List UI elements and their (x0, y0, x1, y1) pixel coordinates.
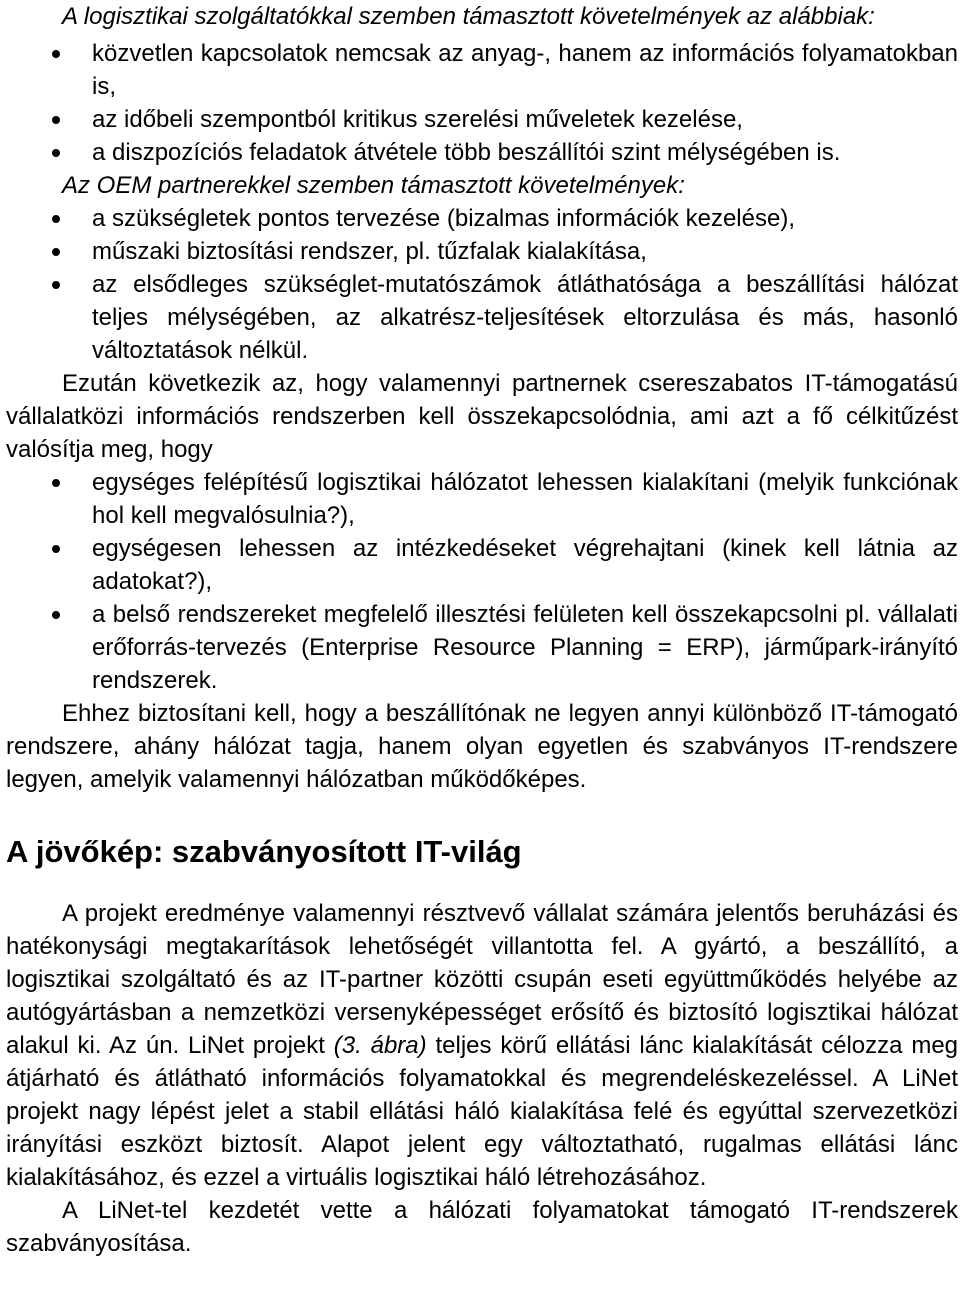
list-item: a szükségletek pontos tervezése (bizalmas információk kezelése), (6, 202, 958, 235)
block3-intro: Ezután következik az, hogy valamennyi partnernek csereszabatos IT-támogatású vállalatközi információs rendszerben kell összekapcsolódnia, ami azt a fő célkitűzést valósítja meg, hogy (6, 370, 958, 463)
paragraph-ehhez: Ehhez biztosítani kell, hogy a beszállítónak ne legyen annyi különböző IT-támogató rendszere, ahány hálózat tagja, hanem olyan egyetlen és szabványos IT-rendszere legyen, amelyik valamennyi hálózatban működőképes. (6, 700, 958, 793)
bullet-icon (52, 281, 60, 289)
bullet-icon (52, 215, 60, 223)
paragraph-linet: A LiNet-tel kezdetét vette a hálózati folyamatokat támogató IT-rendszerek szabványosítása. (6, 1197, 958, 1257)
list-item: a diszpozíciós feladatok átvétele több beszállítói szint mélységében is. (6, 136, 958, 169)
bullet-icon (52, 479, 60, 487)
list-item: egységesen lehessen az intézkedéseket végrehajtani (kinek kell látnia az adatokat?), (6, 532, 958, 598)
paragraph-projekt: A projekt eredménye valamennyi résztvevő vállalat számára jelentős beruházási és hatékonysági megtakarítások lehetőségét villantotta fel. A gyártó, a beszállító, a logisztikai szolgáltató és az IT-partner közötti csupán eseti együttműködés helyébe az autógyártásban a nemzetközi versenyképességet erősítő és biztosító logisztikai hálózat alakul ki. Az ún. LiNet projekt (3. ábra) teljes körű ellátási lánc kialakítását célozza meg átjárható és átlátható információs folyamatokkal és megrendeléskezeléssel. A LiNet projekt nagy lépést jelet a stabil ellátási háló kialakítása felé és egyúttal szervezetközi irányítási eszközt biztosít. Alapot jelent egy változtatható, rugalmas ellátási lánc kialakításához, és ezzel a virtuális logisztikai háló létrehozásához. (6, 900, 959, 1191)
bullet-icon (52, 149, 60, 157)
list-item: az elsődleges szükséglet-mutatószámok átláthatósága a beszállítási hálózat teljes mélységében, az alkatrész-teljesítések eltorzulása és más, hasonló változtatások nélkül. (6, 268, 958, 367)
block1-list (6, 37, 958, 169)
block2-list (6, 202, 958, 367)
bullet-icon (52, 50, 60, 58)
list-item: a belső rendszereket megfelelő illesztési felületen kell összekapcsolni pl. vállalati erőforrás-tervezés (Enterprise Resource Planning = ERP), járműpark-irányító rendszerek. (6, 598, 958, 697)
list-item: egységes felépítésű logisztikai hálózatot lehessen kialakítani (melyik funkciónak hol kell megvalósulnia?), (6, 466, 958, 532)
block1-intro: A logisztikai szolgáltatókkal szemben támasztott követelmények az alábbiak: (62, 3, 875, 30)
list-item: műszaki biztosítási rendszer, pl. tűzfalak kialakítása, (6, 235, 958, 268)
figure-reference: (3. ábra) (333, 1032, 427, 1059)
list-item: közvetlen kapcsolatok nemcsak az anyag-, hanem az információs folyamatokban is, (6, 37, 958, 103)
bullet-icon (52, 248, 60, 256)
list-item: az időbeli szempontból kritikus szerelési műveletek kezelése, (6, 103, 958, 136)
bullet-icon (52, 545, 60, 553)
section-heading: A jövőkép: szabványosított IT-világ (6, 834, 522, 869)
bullet-icon (52, 116, 60, 124)
block3-list (6, 466, 958, 697)
bullet-icon (52, 611, 60, 619)
block2-intro: Az OEM partnerekkel szemben támasztott követelmények: (62, 172, 685, 199)
